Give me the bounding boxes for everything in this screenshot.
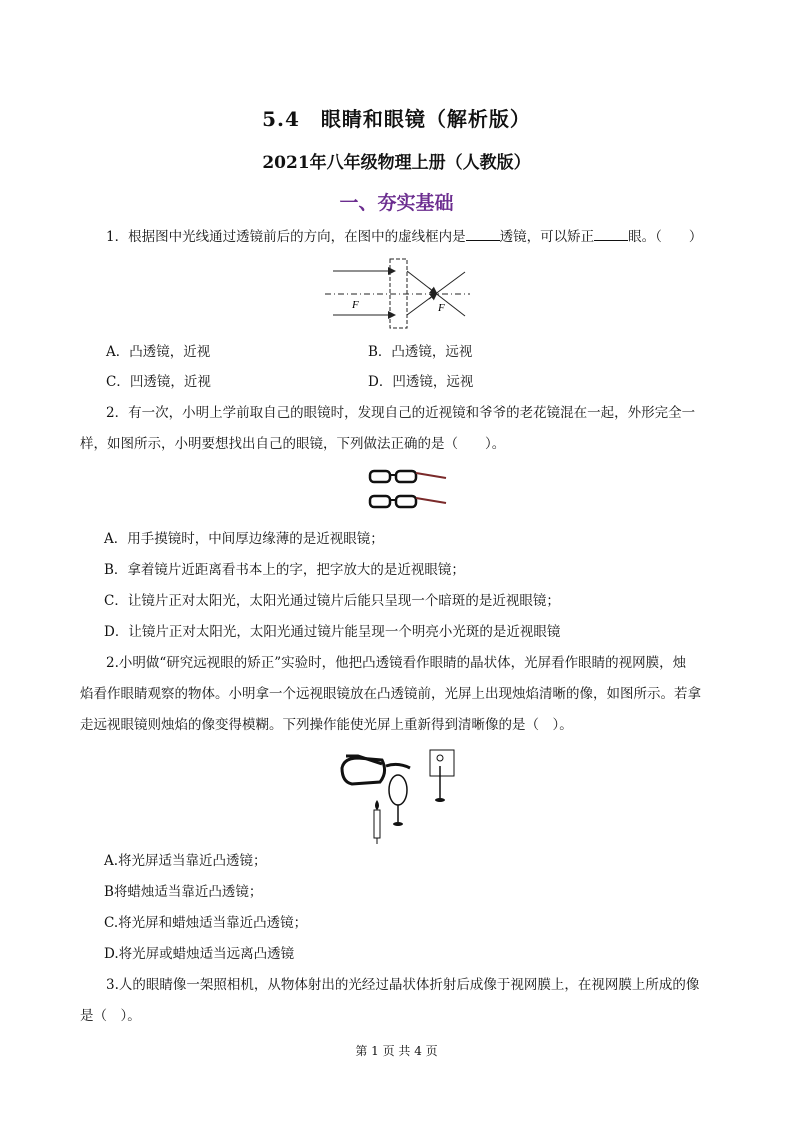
q1-stem-part-c: 眼。（ ） xyxy=(628,229,703,245)
q3-stem-line-1: 2.小明做“研究远视眼的矫正”实验时，他把凸透镜看作眼睛的晶状体，光屏看作眼睛的视网膜，烛 xyxy=(106,655,687,671)
q1-option-a: A．凸透镜，近视 xyxy=(106,344,211,360)
convex-lens xyxy=(389,775,407,805)
light-screen xyxy=(430,750,454,776)
candle xyxy=(374,810,380,838)
q3-stem-line-3: 走远视眼镜则烛焰的像变得模糊。下列操作能使光屏上重新得到清晰像的是（ ）。 xyxy=(80,717,573,733)
glasses-image xyxy=(362,466,450,520)
q1-stem-part-a: 1．根据图中光线通过透镜前后的方向，在图中的虚线框内是 xyxy=(106,229,466,245)
q3-option-c: C.将光屏和蜡烛适当靠近凸透镜； xyxy=(104,915,308,931)
q3-option-b: B将蜡烛适当靠近凸透镜； xyxy=(104,884,263,900)
q3-option-d: D.将光屏或蜡烛适当远离凸透镜 xyxy=(104,946,295,962)
q1-blank-1 xyxy=(466,226,500,241)
q1-option-c: C．凹透镜，近视 xyxy=(106,374,211,390)
page-footer: 第 1 页 共 4 页 xyxy=(355,1044,438,1058)
glasses-pair-2 xyxy=(370,496,446,507)
q2-option-d: D．让镜片正对太阳光，太阳光通过镜片能呈现一个明亮小光斑的是近视眼镜 xyxy=(104,624,561,640)
q3-option-a: A.将光屏适当靠近凸透镜； xyxy=(104,853,267,869)
q1-blank-2 xyxy=(594,226,628,241)
page-subtitle: 2021年八年级物理上册（人教版） xyxy=(262,153,531,173)
q2-option-b: B．拿着镜片近距离看书本上的字，把字放大的是近视眼镜； xyxy=(104,562,465,578)
q4-stem-line-2: 是（ ）。 xyxy=(80,1008,141,1024)
q2-option-a: A．用手摸镜时，中间厚边缘薄的是近视眼镜； xyxy=(104,531,384,547)
focal-point-left-label: F xyxy=(352,299,359,311)
candle-lens-screen-diagram xyxy=(338,742,460,846)
focal-point-right-label: F xyxy=(438,302,445,314)
q2-stem-line-1: 2．有一次，小明上学前取自己的眼镜时，发现自己的近视镜和爷爷的老花镜混在一起，外形完全一 xyxy=(106,405,696,421)
section-heading: 一、夯实基础 xyxy=(339,192,454,214)
q4-stem-line-1: 3.人的眼睛像一架照相机，从物体射出的光经过晶状体折射后成像于视网膜上，在视网膜上所成的像 xyxy=(106,977,700,993)
question-1-stem xyxy=(106,222,702,252)
q2-stem-line-2: 样，如图所示，小明要想找出自己的眼镜，下列做法正确的是（ ）。 xyxy=(80,436,506,452)
q3-stem-line-2: 焰看作眼睛观察的物体。小明拿一个远视眼镜放在凸透镜前，光屏上出现烛焰清晰的像，如图所示。若拿 xyxy=(80,686,701,702)
q1-option-d: D．凹透镜，远视 xyxy=(368,374,474,390)
lens-diagram xyxy=(325,256,470,332)
glasses-pair-1 xyxy=(370,471,446,482)
q2-option-c: C．让镜片正对太阳光，太阳光通过镜片后能只呈现一个暗斑的是近视眼镜； xyxy=(104,593,560,609)
q1-stem-part-b: 透镜，可以矫正 xyxy=(499,229,595,245)
page-title: 5.4 眼睛和眼镜（解析版） xyxy=(262,107,531,131)
q1-option-b: B．凸透镜，远视 xyxy=(368,344,473,360)
